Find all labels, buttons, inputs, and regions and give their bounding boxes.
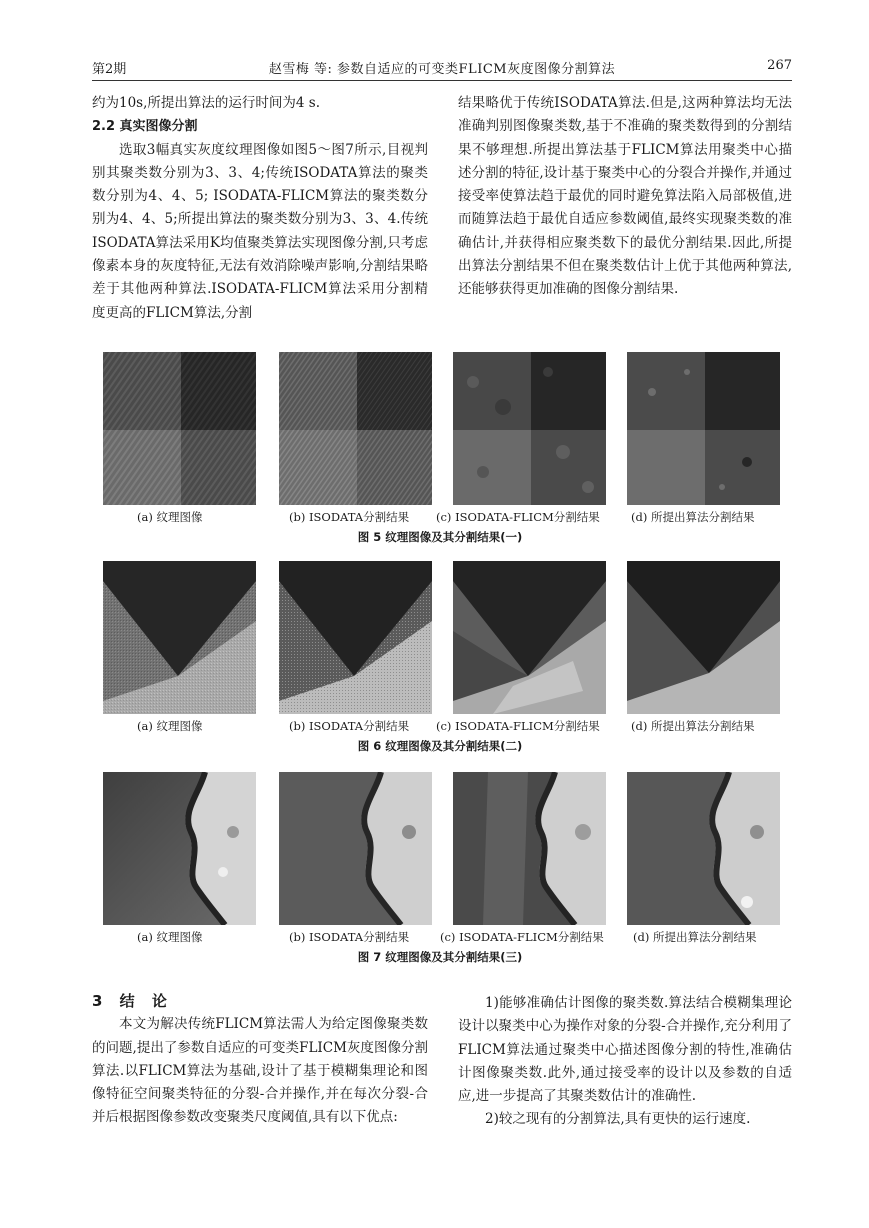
conclusion-right [458, 992, 792, 1132]
subcaption-c: (c) ISODATA-FLICM分割结果 [436, 719, 600, 733]
figure-6-title: 图 6 纹理图像及其分割结果(二) [357, 739, 523, 753]
paragraph-comparison: 结果略优于传统ISODATA算法.但是,这两种算法均无法准确判别图像聚类数,基于不准确的聚类数得到的分割结果不够理想.所提出算法基于FLICM算法用聚类中心描述分割的特征,设计基于聚类中心的分裂合并操作,并通过接受率使算法趋于最优的同时避免算法陷入局部极值,进而随算法趋于最优自适应参数阈值,最终实现聚类数的准确估计,并获得相应聚类数下的最优分割结果.因此,所提出算法分割结果不但在聚类数估计上优于其他两种算法,还能够获得更加准确的图像分割结果. [458, 95, 792, 298]
fig6-proposed-result [627, 561, 780, 714]
section-heading-2-2: 2.2 真实图像分割 [92, 119, 198, 135]
subcaption-b: (b) ISODATA分割结果 [289, 930, 410, 944]
figure-6-subcaptions [100, 714, 780, 736]
fig7-proposed-result [627, 772, 780, 925]
issue-number: 第2期 [92, 62, 127, 77]
figure-5-subcaptions [100, 505, 780, 527]
conclusion-point-2: 2)较之现有的分割算法,具有更快的运行速度. [485, 1111, 751, 1128]
figure-6-images [100, 561, 780, 714]
conclusion-paragraph: 本文为解决传统FLICM算法需人为给定图像聚类数的问题,提出了参数自适应的可变类FLICM灰度图像分割算法.以FLICM算法为基础,设计了基于模糊集理论和图像特征空间聚类特征的分裂-合并操作,并在每次分裂-合并后根据图像参数改变聚类尺度阈值,具有以下优点: [92, 1016, 428, 1126]
fig5-isodata-result [279, 352, 432, 505]
running-head-title: 赵雪梅 等: 参数自适应的可变类FLICM灰度图像分割算法 [268, 62, 616, 77]
conclusion-left [92, 990, 428, 1130]
subcaption-d: (d) 所提出算法分割结果 [631, 719, 755, 733]
figure-7 [100, 772, 780, 967]
fig6-isodata-result [279, 561, 432, 714]
conclusion-point-1: 1)能够准确估计图像的聚类数.算法结合模糊集理论设计以聚类中心为操作对象的分裂-合并操作,充分利用了FLICM算法通过聚类中心描述图像分割的特性,准确估计图像聚类数.此外,通过接受率的设计以及参数的自适应,进一步提高了其聚类数估计的准确性. [458, 995, 792, 1105]
running-header [92, 58, 792, 81]
figure-7-subcaptions [100, 925, 780, 947]
figure-5-title: 图 5 纹理图像及其分割结果(一) [357, 530, 523, 544]
fig7-isodata-flicm-result [453, 772, 606, 925]
subcaption-b: (b) ISODATA分割结果 [289, 719, 410, 733]
fig7-isodata-result [279, 772, 432, 925]
fig6-isodata-flicm-result [453, 561, 606, 714]
paragraph-real-images: 选取3幅真实灰度纹理图像如图5～图7所示,目视判别其聚类数分别为3、3、4;传统ISODATA算法的聚类数分别为4、4、5; ISODATA-FLICM算法的聚类数分别为4、4、5;所提出算法的聚类数分别为3、3、4.传统ISODATA算法采用K均值聚类算法实现图像分割,只考虑像素本身的灰度特征,无法有效消除噪声影响,分割结果略差于其他两种算法.ISODATA-FLICM算法采用分割精度更高的FLICM算法,分割 [92, 141, 428, 321]
figure-5 [100, 352, 780, 547]
figure-5-images [100, 352, 780, 505]
subcaption-c: (c) ISODATA-FLICM分割结果 [436, 510, 600, 524]
subcaption-a: (a) 纹理图像 [137, 510, 203, 524]
page-number: 267 [767, 58, 792, 73]
fig6-texture-image [103, 561, 256, 714]
figure-6 [100, 561, 780, 756]
right-column-top [458, 92, 792, 302]
subcaption-c: (c) ISODATA-FLICM分割结果 [440, 930, 604, 944]
fig5-texture-image [103, 352, 256, 505]
subcaption-b: (b) ISODATA分割结果 [289, 510, 410, 524]
fig5-proposed-result [627, 352, 780, 505]
figure-7-title: 图 7 纹理图像及其分割结果(三) [357, 950, 523, 964]
left-column-top [92, 92, 428, 325]
fig7-texture-image [103, 772, 256, 925]
subcaption-a: (a) 纹理图像 [137, 930, 203, 944]
subcaption-d: (d) 所提出算法分割结果 [631, 510, 755, 524]
fig5-isodata-flicm-result [453, 352, 606, 505]
subcaption-a: (a) 纹理图像 [137, 719, 203, 733]
continued-text: 约为10s,所提出算法的运行时间为4 s. [92, 95, 320, 111]
section-heading-3: 3 结 论 [92, 992, 173, 1010]
subcaption-d: (d) 所提出算法分割结果 [633, 930, 757, 944]
figure-7-images [100, 772, 780, 925]
